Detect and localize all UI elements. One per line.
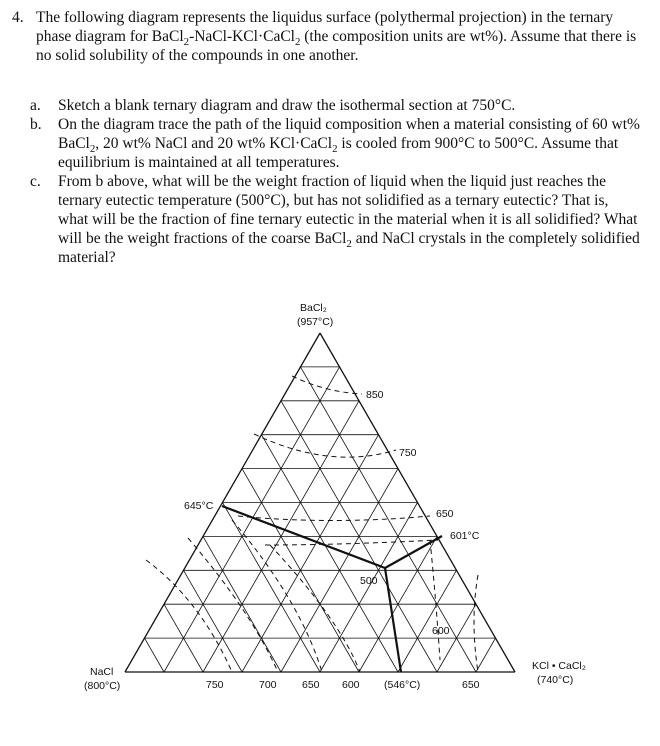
bottom-label-546: (546°C) [384, 679, 421, 691]
grid-line-left-parallel [398, 570, 457, 672]
label-kcl-cacl2: KCl • CaCl₂ [532, 660, 586, 672]
grid-line-right-parallel [184, 570, 243, 672]
label-nacl: NaCl [90, 666, 114, 678]
isotherm-650-right [474, 575, 478, 672]
grid-line-left-parallel [164, 367, 340, 672]
binary-eutectic-645: 645°C [184, 500, 214, 512]
isotherm-label-650-right: 650 [436, 508, 454, 520]
grid-line-right-parallel [145, 638, 165, 672]
isotherm-650-top [238, 516, 430, 521]
binary-eutectic-601: 601°C [450, 530, 480, 542]
bottom-label-750: 750 [206, 679, 224, 691]
sub-question-a: a. Sketch a blank ternary diagram and draw the isothermal section at 750°C. [30, 97, 516, 114]
sub-question-b: b. On the diagram trace the path of the liquid composition when a material consisting of 60 wt% BaCl$_2$, 20 wt% NaCl and 20 wt% KCl·CaCl$_2$ is cooled from 900°C to 500°C. Assume that equilibrium is maintained at all temperatures. [30, 116, 640, 171]
isotherm-label-600: 600 [432, 625, 450, 637]
label-nacl-temp: (800°C) [84, 680, 121, 692]
label-bacl2-temp: (957°C) [297, 316, 334, 328]
eutectic-valleys [222, 506, 442, 672]
liquidus-isotherms [146, 376, 478, 672]
grid-line-right-parallel [262, 435, 399, 672]
grid-line-left-parallel [242, 435, 379, 672]
bottom-label-600: 600 [342, 679, 360, 691]
isotherm-750-top [254, 434, 396, 457]
grid-line-right-parallel [223, 503, 321, 673]
label-bacl2: BaCl₂ [300, 302, 327, 314]
ternary-eutectic-500: 500 [360, 575, 378, 587]
bottom-label-650-right: 650 [462, 679, 480, 691]
isotherm-label-850: 850 [366, 389, 384, 401]
grid-line-left-parallel [320, 503, 418, 673]
isotherm-850 [292, 376, 362, 394]
isotherm-700-left [188, 538, 278, 672]
question-number: 4. [12, 9, 24, 26]
isotherm-label-750-right: 750 [399, 447, 417, 459]
label-kcl-cacl2-temp: (740°C) [537, 674, 574, 686]
bottom-label-700: 700 [259, 679, 277, 691]
grid-line-left-parallel [476, 638, 496, 672]
question-stem: The following diagram represents the liquidus surface (polythermal projection) in the ternary phase diagram for BaCl$_2$-NaCl-KCl·CaCl$_2$ (the composition units are wt%). Assume that there is no solid solubility of the compounds in one another. [36, 9, 637, 64]
sub-question-c: c. From b above, what will be the weight fraction of liquid when the liquid just reaches the ternary eutectic temperature (500°C), but has not solidified as a ternary eutectic? That is, what will be the fraction of fine ternary eutectic in the material when it is all solidified? What will be the weight fractions of the coarse BaCl$_2$ and NaCl crystals in the completely solidified material? [30, 173, 640, 266]
isotherm-inner [265, 540, 438, 545]
bottom-label-650: 650 [302, 679, 320, 691]
